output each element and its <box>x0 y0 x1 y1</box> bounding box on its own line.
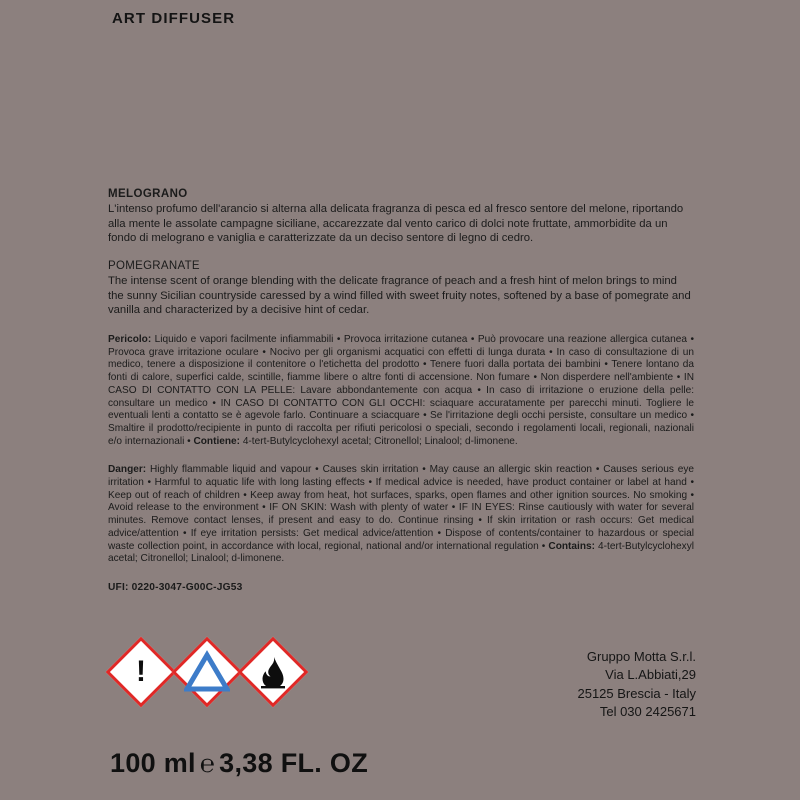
hazard-statement-it <box>108 334 694 448</box>
product-block-en <box>108 260 694 318</box>
contains-text-en: 4-tert-Butylcyclohexyl acetal; Citronellol; Linalool; d-limonene. <box>108 540 694 565</box>
company-street: Via L.Abbiati,29 <box>605 667 696 683</box>
hazard-text-en: Highly flammable liquid and vapour • Causes skin irritation • May cause an allergic skin reaction • Causes serious eye irritation • Harmful to aquatic life with long lasting effects • If medical advice is needed, have product container or label at hand • Keep out of reach of children • Keep away from heat, hot surfaces, sparks, open flames and other ignition sources. No smoking • Avoid release to the environment • IF ON SKIN: Wash with plenty of water • IF IN EYES: Rinse cautiously with water for several minutes. Remove contact lenses, if present and easy to do. Continue rinsing • If skin irritation or rash occurs: Get medical advice/attention • If eye irritation persists: Get medical advice/attention • Dispose of contents/container to hazardous or special waste collection point, in accordance with local, regional, national and/or international regulation • <box>108 464 694 552</box>
flammable-icon <box>242 641 304 703</box>
company-phone: Tel 030 2425671 <box>599 704 696 720</box>
environment-hazard-icon <box>176 641 238 703</box>
exclamation-glyph: ! <box>136 655 146 688</box>
hazard-statement-en <box>108 464 694 566</box>
volume-imperial: 3,38 FL. OZ <box>219 748 369 778</box>
product-description-it: L'intenso profumo dell'arancio si alterna alla delicata fragranza di pesca ed al fresco sentore del melone, riportando alla mente le assolate campagne siciliane, accarezzate dal vento carico di dolci note fruttate, ammorbidite da un fondo di melograno e vaniglia e caratterizzate da un deciso sentore di legno di cedro. <box>108 203 684 245</box>
brand-title: ART DIFFUSER <box>112 10 236 27</box>
company-city: 25125 Brescia - Italy <box>577 685 696 701</box>
hazard-label-it: Pericolo: <box>108 334 152 346</box>
company-name: Gruppo Motta S.r.l. <box>586 649 696 664</box>
ufi-code: UFI: 0220-3047-G00C-JG53 <box>108 581 243 593</box>
ghs-pictogram-group <box>110 641 304 703</box>
product-name-en: POMEGRANATE <box>108 260 200 273</box>
blue-triangle-glyph <box>176 641 238 703</box>
product-description-en: The intense scent of orange blending with the delicate fragrance of peach and a fresh hint of melon brings to mind the sunny Sicilian countryside caressed by a wind filled with sweet fruity notes, softened by a base of pomegrate and vanilla and characterized by a decisive hint of cedar. <box>108 275 691 317</box>
hazard-text-it: Liquido e vapori facilmente infiammabili • Provoca irritazione cutanea • Può provocare una reazione allergica cutanea • Provoca grave irritazione oculare • Nocivo per gli organismi acquatici con effetti di lunga durata • In caso di consultazione di un medico, tenere a disposizione il contenitore o l'etichetta del prodotto • Tenere fuori dalla portata dei bambini • Tenere lontano da fonti di calore, superfici calde, scintille, fiamme libere o altre fonti di accensione. Non fumare • Non disperdere nell'ambiente • IN CASO DI CONTATTO CON LA PELLE: Lavare abbondantemente con acqua • In caso di irritazione o eruzione della pelle: consultare un medico • IN CASO DI CONTATTO CON GLI OCCHI: sciaquare accuratamente per parecchi minuti. Togliere le eventuali lenti a contatto se è agevole farlo. Continuare a sciacquare • Se l'irritazione degli occhi persiste, consultare un medico • Smaltire il prodotto/recipiente in punto di raccolta per rifiuti pericolosi o speciali, secondo i regolamenti locali, regionali, nazionali e/o internazionali • <box>108 334 694 447</box>
company-address <box>577 648 696 722</box>
hazard-label-en: Danger: <box>108 464 147 476</box>
volume-metric: 100 ml <box>110 748 196 778</box>
volume-statement <box>110 748 368 779</box>
contains-text-it: 4-tert-Butylcyclohexyl acetal; Citronellol; Linalool; d-limonene. <box>240 435 518 447</box>
product-name-it: MELOGRANO <box>108 188 188 200</box>
product-block-it <box>108 188 694 246</box>
flame-glyph <box>242 641 304 703</box>
exclamation-mark-icon <box>110 641 172 703</box>
contains-label-it: Contiene: <box>193 435 241 447</box>
estimated-sign-icon: ℮ <box>199 750 216 778</box>
contains-label-en: Contains: <box>548 540 595 552</box>
label-content <box>108 188 694 593</box>
